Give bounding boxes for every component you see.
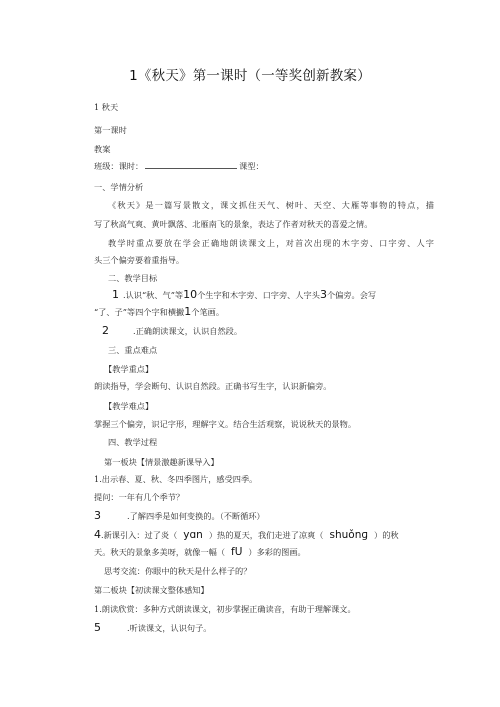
block-heading-2: 第二板块【初读课文整体感知】 — [94, 585, 209, 595]
paragraph-line: 头三个偏旁要着重指导。 — [94, 255, 185, 265]
objective-1: 1 .认识“秋、气”等10个生字和木字旁、口字旁、人字头3个偏旁。会写 — [112, 288, 377, 301]
subheading-difficulty: 【教学难点】 — [104, 401, 154, 411]
lesson-heading: 1 秋天 — [94, 102, 119, 112]
section-heading-4: 四、教学过程 — [108, 437, 158, 447]
section-heading-3: 三、重点难点 — [108, 345, 158, 355]
paragraph-line: 写了秋高气爽、黄叶飘落、北雁南飞的景象，表达了作者对秋天的喜爱之情。 — [94, 219, 373, 229]
section-heading-2: 二、教学目标 — [108, 273, 158, 283]
paragraph-line: 朗读指导，学会断句、认识自然段。正确书写生字，认识新偏旁。 — [94, 381, 332, 391]
lesson-period: 第一课时 — [94, 125, 127, 135]
paragraph-line: 教学时重点要放在学会正确地朗读课文上，对首次出现的木字旁、口字旁、人字 — [108, 238, 434, 248]
page-title: 1《秋天》第一课时（一等奖创新教案） — [129, 68, 371, 84]
step-5: 5 .听读课文，认识句子。 — [94, 621, 212, 634]
question-line: 提问：一年有几个季节？ — [94, 492, 185, 502]
block-heading-1: 第一板块【情景激趣新课导入】 — [104, 457, 219, 467]
objective-1-cont: “了、子”等四个字和横撇1个笔画。 — [94, 305, 225, 318]
step-4-cont: 天。秋天的景象多美呀，就像一幅（ fU ）多彩的图画。 — [94, 546, 306, 558]
blank-underline — [145, 160, 237, 169]
doc-type: 教案 — [94, 144, 111, 154]
subheading-focus: 【教学重点】 — [104, 364, 154, 374]
lesson-type-label: 课型： — [239, 161, 264, 171]
class-info-line — [94, 160, 264, 172]
discussion-line: 思考交流：你眼中的秋天是什么样子的？ — [104, 566, 252, 576]
step-1: 1.出示春、夏、秋、冬四季图片，感受四季。 — [94, 474, 258, 484]
step-reading: 1.朗读欣赏：多种方式朗读课文，初步掌握正确读音，有助于理解课文。 — [94, 604, 356, 614]
objective-2: 2 .正确朗读课文，认识自然段。 — [102, 324, 243, 337]
step-3: 3 .了解四季是如何变换的。（不断循环） — [94, 509, 265, 522]
step-4: 4.新课引入：过了炎（ yɑn ）热的夏天，我们走进了凉爽（ shuǒnɡ ）的秋 — [94, 528, 399, 541]
paragraph-line: 《秋天》是一篇写景散文，课文抓住天气、树叶、天空、大雁等事物的特点，描 — [108, 200, 434, 210]
class-period-label: 班级：课时： — [94, 161, 144, 171]
paragraph-line: 掌握三个偏旁，识记字形，理解字义。结合生活观察，说说秋天的景物。 — [94, 419, 357, 429]
section-heading-1: 一、学情分析 — [94, 182, 144, 192]
